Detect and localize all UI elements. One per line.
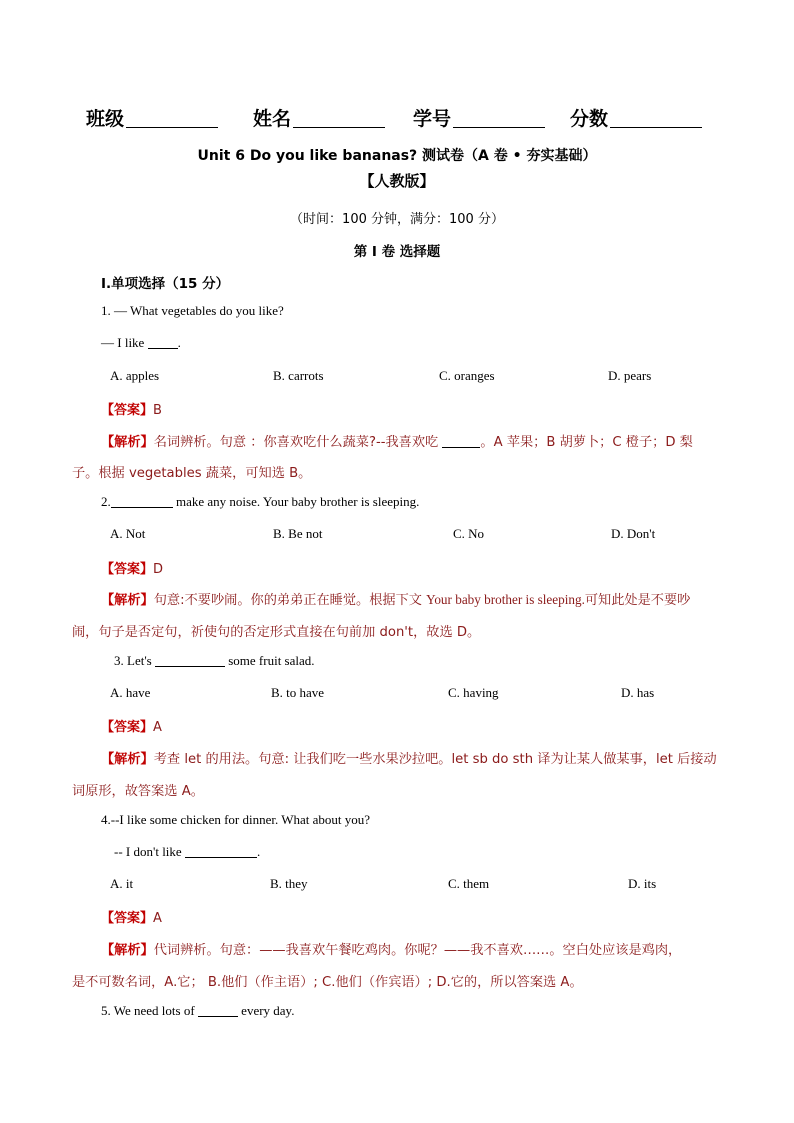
question-3-option-a[interactable]: A. have bbox=[110, 685, 151, 700]
answer-blank[interactable] bbox=[111, 495, 173, 508]
question-1-explanation-line-2: 子。根据 vegetables 蔬菜，可知选 B。 bbox=[72, 466, 312, 481]
question-1-answer: 【答案】B bbox=[101, 403, 162, 418]
question-2-option-b[interactable]: B. Be not bbox=[273, 526, 323, 541]
question-2-explanation-line-1: 【解析】句意:不要吵闹。你的弟弟正在睡觉。根据下文 Your baby brother is sleeping.可知此处是不要吵 bbox=[101, 592, 691, 608]
score-blank[interactable] bbox=[610, 107, 702, 128]
id-blank[interactable] bbox=[453, 107, 545, 128]
name-blank[interactable] bbox=[293, 107, 385, 128]
class-blank[interactable] bbox=[126, 107, 218, 128]
score-label: 分数 bbox=[570, 109, 609, 130]
question-1-option-d[interactable]: D. pears bbox=[608, 368, 652, 383]
question-2-option-d[interactable]: D. Don't bbox=[611, 526, 656, 541]
id-field[interactable] bbox=[413, 104, 545, 131]
name-label: 姓名 bbox=[253, 109, 292, 130]
question-3-answer: 【答案】A bbox=[101, 720, 162, 735]
question-4-option-d[interactable]: D. its bbox=[628, 876, 657, 891]
time-info: （时间：100 分钟，满分：100 分） bbox=[290, 212, 504, 227]
question-4-option-b[interactable]: B. they bbox=[270, 876, 308, 891]
name-field[interactable] bbox=[253, 104, 385, 131]
class-field[interactable] bbox=[86, 104, 218, 131]
id-label: 学号 bbox=[413, 109, 452, 130]
question-4-stem: 4.--I like some chicken for dinner. What about you? bbox=[101, 812, 371, 827]
question-4-option-c[interactable]: C. them bbox=[448, 876, 490, 891]
question-4-explanation-line-1: 【解析】代词辨析。句意：——我喜欢午餐吃鸡肉。你呢？——我不喜欢……。空白处应该是鸡肉， bbox=[101, 943, 682, 958]
exam-title: Unit 6 Do you like bananas? 测试卷（A 卷 • 夯实基础） bbox=[197, 148, 597, 164]
question-2-option-a[interactable]: A. Not bbox=[110, 526, 146, 541]
answer-tag: 【答案】 bbox=[101, 403, 154, 418]
answer-blank[interactable] bbox=[185, 845, 257, 858]
question-4-response: -- I don't like . bbox=[114, 844, 261, 859]
question-1-option-a[interactable]: A. apples bbox=[110, 368, 160, 383]
question-2-option-c[interactable]: C. No bbox=[453, 526, 485, 541]
question-1-stem: 1. — What vegetables do you like? bbox=[101, 303, 284, 318]
class-label: 班级 bbox=[86, 109, 125, 130]
question-3-stem: 3. Let's some fruit salad. bbox=[114, 653, 315, 668]
section-title: 第 I 卷 选择题 bbox=[353, 244, 441, 260]
question-4-explanation-line-2: 是不可数名词，A.它； B.他们（作主语）; C.他们（作宾语）; D.它的，所以答案选 A。 bbox=[72, 975, 583, 990]
answer-blank[interactable] bbox=[155, 654, 225, 667]
question-1-option-b[interactable]: B. carrots bbox=[273, 368, 324, 383]
question-2-stem: 2. make any noise. Your baby brother is sleeping. bbox=[101, 494, 420, 509]
question-4-answer: 【答案】A bbox=[101, 911, 162, 926]
question-3-explanation-line-1: 【解析】考查 let 的用法。句意: 让我们吃一些水果沙拉吧。let sb do sth 译为让某人做某事，let 后接动 bbox=[101, 752, 717, 767]
question-3-option-b[interactable]: B. to have bbox=[271, 685, 325, 700]
question-4-option-a[interactable]: A. it bbox=[110, 876, 134, 891]
score-field[interactable] bbox=[570, 104, 702, 131]
answer-blank[interactable] bbox=[148, 336, 178, 349]
question-2-answer: 【答案】D bbox=[101, 562, 164, 577]
explanation-tag: 【解析】 bbox=[101, 435, 154, 450]
question-1-option-c[interactable]: C. oranges bbox=[439, 368, 495, 383]
question-3-explanation-line-2: 词原形，故答案选 A。 bbox=[72, 784, 204, 799]
question-5-stem: 5. We need lots of every day. bbox=[101, 1003, 295, 1018]
question-2-explanation-line-2: 闹，句子是否定句，祈使句的否定形式直接在句前加 don't，故选 D。 bbox=[72, 625, 481, 640]
exam-edition: 【人教版】 bbox=[359, 172, 435, 190]
student-info-row bbox=[86, 104, 726, 132]
question-1-response: — I like . bbox=[101, 335, 181, 350]
question-1-explanation-line-1: 【解析】名词辨析。句意 ：你喜欢吃什么蔬菜?--我喜欢吃 。A 苹果；B 胡萝卜；C 橙子；D 梨 bbox=[101, 435, 693, 450]
question-3-option-c[interactable]: C. having bbox=[448, 685, 499, 700]
part-title: I.单项选择（15 分） bbox=[101, 276, 230, 292]
answer-blank[interactable] bbox=[198, 1004, 238, 1017]
question-3-option-d[interactable]: D. has bbox=[621, 685, 655, 700]
